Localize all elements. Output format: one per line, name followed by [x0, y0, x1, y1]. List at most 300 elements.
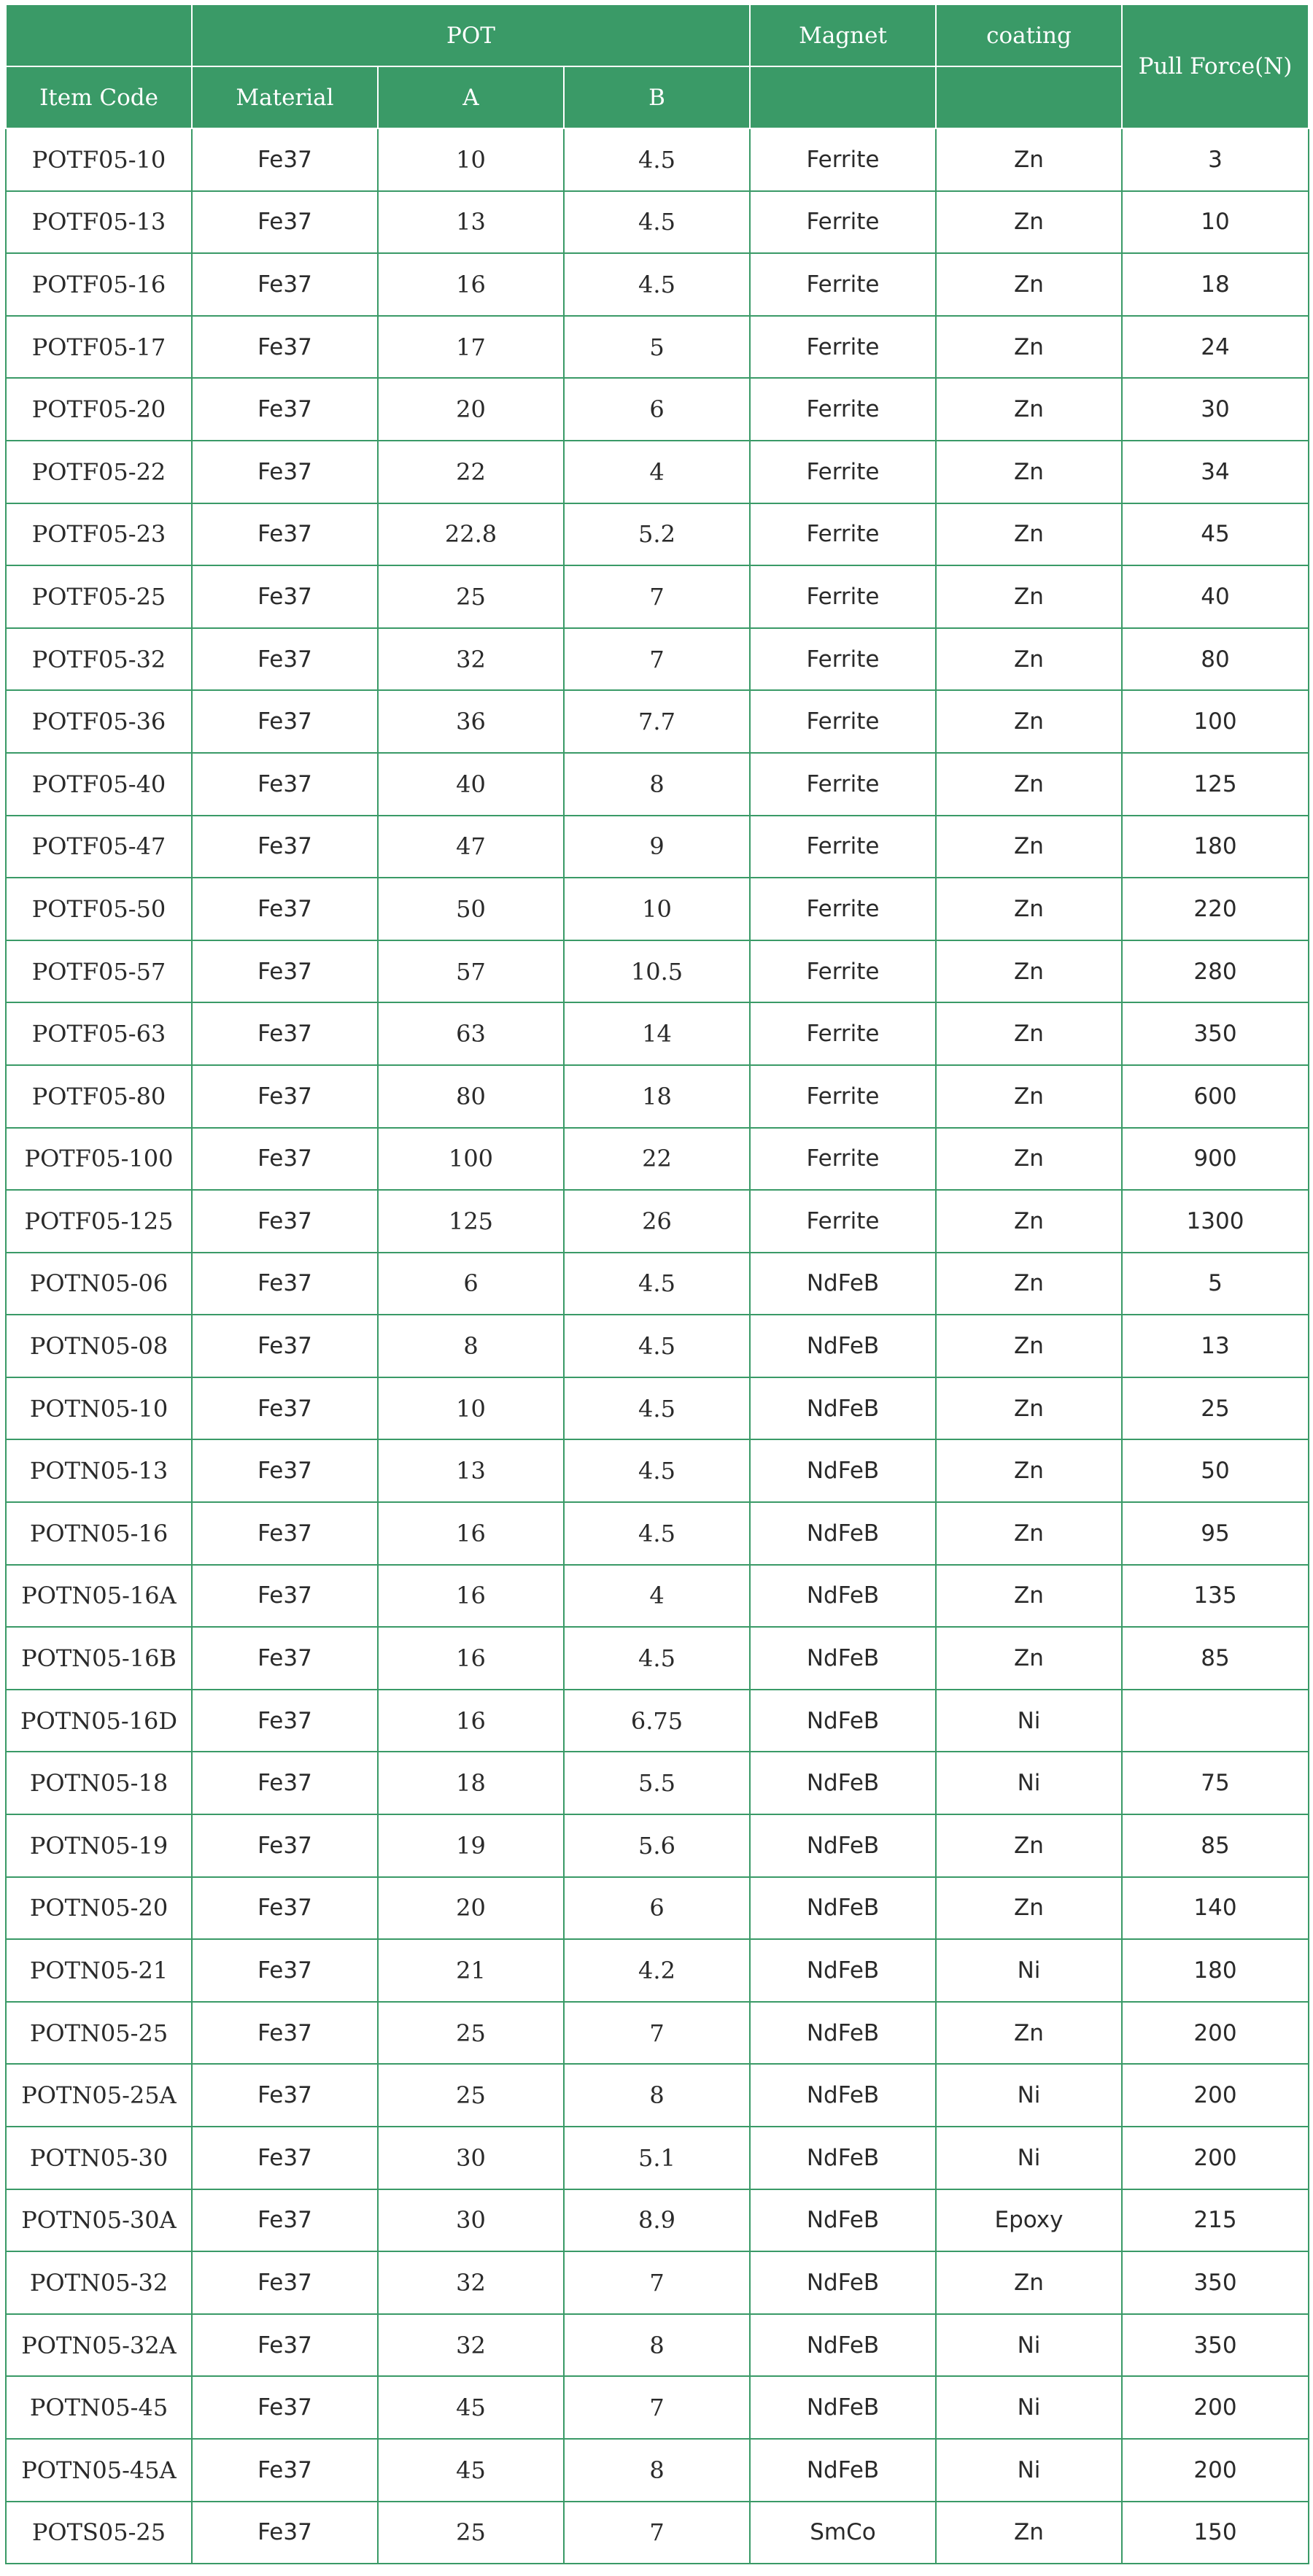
- header-magnet: Magnet: [750, 4, 936, 66]
- table-row: [6, 503, 1309, 566]
- cell-item-code: POTF05-50: [6, 878, 192, 940]
- cell-a: 10: [378, 128, 564, 191]
- cell-material: Fe37: [192, 690, 378, 753]
- cell-magnet: Ferrite: [750, 253, 936, 316]
- cell-a: 16: [378, 1690, 564, 1752]
- table-row: [6, 1502, 1309, 1565]
- cell-material: Fe37: [192, 1002, 378, 1065]
- cell-a: 32: [378, 628, 564, 691]
- cell-material: Fe37: [192, 128, 378, 191]
- table-row: [6, 2376, 1309, 2439]
- cell-a: 20: [378, 1877, 564, 1940]
- cell-magnet: NdFeB: [750, 2127, 936, 2189]
- cell-coating: Zn: [936, 2502, 1122, 2564]
- cell-b: 4.2: [564, 1939, 750, 2002]
- cell-pull-force: 3: [1122, 128, 1309, 191]
- cell-b: 6: [564, 378, 750, 441]
- cell-material: Fe37: [192, 816, 378, 878]
- cell-pull-force: 215: [1122, 2189, 1309, 2252]
- cell-magnet: NdFeB: [750, 2376, 936, 2439]
- cell-material: Fe37: [192, 2189, 378, 2252]
- cell-pull-force: 140: [1122, 1877, 1309, 1940]
- cell-b: 4.5: [564, 1627, 750, 1690]
- cell-pull-force: 200: [1122, 2002, 1309, 2065]
- cell-b: 18: [564, 1065, 750, 1128]
- cell-a: 10: [378, 1377, 564, 1440]
- cell-item-code: POTF05-80: [6, 1065, 192, 1128]
- cell-pull-force: 350: [1122, 2251, 1309, 2314]
- cell-coating: Zn: [936, 2002, 1122, 2065]
- cell-item-code: POTN05-10: [6, 1377, 192, 1440]
- cell-material: Fe37: [192, 1065, 378, 1128]
- header-material: Material: [192, 66, 378, 128]
- cell-material: Fe37: [192, 1627, 378, 1690]
- cell-material: Fe37: [192, 1377, 378, 1440]
- cell-pull-force: 45: [1122, 503, 1309, 566]
- cell-pull-force: 40: [1122, 565, 1309, 628]
- cell-b: 7: [564, 565, 750, 628]
- cell-coating: Zn: [936, 316, 1122, 379]
- cell-item-code: POTN05-16: [6, 1502, 192, 1565]
- cell-a: 25: [378, 2502, 564, 2564]
- table-row: [6, 2251, 1309, 2314]
- table-row: [6, 1190, 1309, 1253]
- cell-coating: Zn: [936, 253, 1122, 316]
- cell-a: 25: [378, 2064, 564, 2127]
- cell-b: 6: [564, 1877, 750, 1940]
- cell-pull-force: 85: [1122, 1627, 1309, 1690]
- cell-magnet: NdFeB: [750, 2002, 936, 2065]
- cell-material: Fe37: [192, 2314, 378, 2377]
- cell-a: 16: [378, 1627, 564, 1690]
- cell-a: 22.8: [378, 503, 564, 566]
- cell-coating: Ni: [936, 2127, 1122, 2189]
- cell-coating: Zn: [936, 1627, 1122, 1690]
- cell-b: 6.75: [564, 1690, 750, 1752]
- cell-pull-force: 900: [1122, 1128, 1309, 1191]
- table-row: [6, 1690, 1309, 1752]
- table-row: [6, 940, 1309, 1003]
- cell-pull-force: 200: [1122, 2439, 1309, 2502]
- table-row: [6, 1627, 1309, 1690]
- cell-item-code: POTN05-19: [6, 1814, 192, 1877]
- table-row: [6, 1315, 1309, 1377]
- cell-magnet: Ferrite: [750, 1190, 936, 1253]
- cell-coating: Zn: [936, 690, 1122, 753]
- cell-a: 17: [378, 316, 564, 379]
- cell-material: Fe37: [192, 378, 378, 441]
- cell-item-code: POTF05-22: [6, 441, 192, 503]
- cell-pull-force: 200: [1122, 2376, 1309, 2439]
- cell-b: 8.9: [564, 2189, 750, 2252]
- cell-coating: Zn: [936, 1190, 1122, 1253]
- table-row: [6, 1939, 1309, 2002]
- cell-coating: Zn: [936, 191, 1122, 254]
- cell-item-code: POTF05-63: [6, 1002, 192, 1065]
- cell-a: 13: [378, 191, 564, 254]
- cell-a: 20: [378, 378, 564, 441]
- cell-magnet: NdFeB: [750, 2314, 936, 2377]
- cell-item-code: POTF05-17: [6, 316, 192, 379]
- cell-magnet: NdFeB: [750, 1814, 936, 1877]
- cell-material: Fe37: [192, 2127, 378, 2189]
- cell-material: Fe37: [192, 1690, 378, 1752]
- cell-b: 4.5: [564, 128, 750, 191]
- cell-magnet: NdFeB: [750, 2189, 936, 2252]
- cell-material: Fe37: [192, 1439, 378, 1502]
- cell-item-code: POTN05-13: [6, 1439, 192, 1502]
- cell-item-code: POTN05-25A: [6, 2064, 192, 2127]
- cell-pull-force: 75: [1122, 1752, 1309, 1814]
- cell-coating: Zn: [936, 1877, 1122, 1940]
- header-row-bottom: [6, 66, 1309, 128]
- cell-item-code: POTF05-57: [6, 940, 192, 1003]
- cell-a: 125: [378, 1190, 564, 1253]
- cell-material: Fe37: [192, 878, 378, 940]
- cell-material: Fe37: [192, 2064, 378, 2127]
- cell-a: 16: [378, 253, 564, 316]
- table-row: [6, 1002, 1309, 1065]
- cell-a: 6: [378, 1253, 564, 1315]
- cell-material: Fe37: [192, 753, 378, 816]
- table-row: [6, 1877, 1309, 1940]
- cell-coating: Ni: [936, 2439, 1122, 2502]
- cell-pull-force: 125: [1122, 753, 1309, 816]
- cell-item-code: POTF05-16: [6, 253, 192, 316]
- cell-material: Fe37: [192, 1814, 378, 1877]
- cell-pull-force: 5: [1122, 1253, 1309, 1315]
- cell-b: 9: [564, 816, 750, 878]
- cell-magnet: Ferrite: [750, 940, 936, 1003]
- cell-magnet: Ferrite: [750, 878, 936, 940]
- table-row: [6, 753, 1309, 816]
- cell-pull-force: 80: [1122, 628, 1309, 691]
- cell-b: 4.5: [564, 191, 750, 254]
- cell-pull-force: 150: [1122, 2502, 1309, 2564]
- cell-coating: Zn: [936, 378, 1122, 441]
- cell-magnet: NdFeB: [750, 1877, 936, 1940]
- cell-material: Fe37: [192, 1128, 378, 1191]
- cell-pull-force: 85: [1122, 1814, 1309, 1877]
- cell-magnet: NdFeB: [750, 2064, 936, 2127]
- header-coating: coating: [936, 4, 1122, 66]
- cell-a: 40: [378, 753, 564, 816]
- cell-magnet: NdFeB: [750, 1752, 936, 1814]
- pot-magnet-spec-table: [5, 4, 1309, 2564]
- cell-magnet: Ferrite: [750, 128, 936, 191]
- cell-pull-force: 200: [1122, 2064, 1309, 2127]
- cell-coating: Zn: [936, 1002, 1122, 1065]
- cell-b: 7: [564, 628, 750, 691]
- cell-pull-force: 180: [1122, 816, 1309, 878]
- cell-pull-force: 50: [1122, 1439, 1309, 1502]
- cell-a: 63: [378, 1002, 564, 1065]
- table-row: [6, 690, 1309, 753]
- cell-pull-force: 600: [1122, 1065, 1309, 1128]
- cell-coating: Ni: [936, 1752, 1122, 1814]
- cell-a: 19: [378, 1814, 564, 1877]
- cell-coating: Zn: [936, 1253, 1122, 1315]
- cell-coating: Zn: [936, 1814, 1122, 1877]
- cell-a: 8: [378, 1315, 564, 1377]
- cell-pull-force: [1122, 1690, 1309, 1752]
- cell-material: Fe37: [192, 1752, 378, 1814]
- cell-item-code: POTN05-06: [6, 1253, 192, 1315]
- cell-magnet: Ferrite: [750, 753, 936, 816]
- cell-a: 45: [378, 2439, 564, 2502]
- cell-a: 13: [378, 1439, 564, 1502]
- cell-b: 8: [564, 2314, 750, 2377]
- cell-coating: Ni: [936, 2376, 1122, 2439]
- table-row: [6, 2502, 1309, 2564]
- header-a: A: [378, 66, 564, 128]
- cell-material: Fe37: [192, 2502, 378, 2564]
- header-coating-blank: [936, 66, 1122, 128]
- cell-b: 8: [564, 753, 750, 816]
- table-row: [6, 316, 1309, 379]
- cell-magnet: NdFeB: [750, 1253, 936, 1315]
- cell-b: 4: [564, 1565, 750, 1628]
- cell-a: 30: [378, 2127, 564, 2189]
- cell-coating: Zn: [936, 1128, 1122, 1191]
- cell-b: 4.5: [564, 1253, 750, 1315]
- cell-item-code: POTF05-32: [6, 628, 192, 691]
- table-row: [6, 816, 1309, 878]
- cell-material: Fe37: [192, 565, 378, 628]
- cell-material: Fe37: [192, 2376, 378, 2439]
- cell-coating: Zn: [936, 878, 1122, 940]
- cell-b: 7: [564, 2002, 750, 2065]
- cell-a: 80: [378, 1065, 564, 1128]
- cell-coating: Zn: [936, 503, 1122, 566]
- cell-b: 10.5: [564, 940, 750, 1003]
- table-row: [6, 2189, 1309, 2252]
- cell-material: Fe37: [192, 503, 378, 566]
- cell-b: 4.5: [564, 1315, 750, 1377]
- cell-item-code: POTN05-32A: [6, 2314, 192, 2377]
- cell-b: 8: [564, 2439, 750, 2502]
- cell-item-code: POTN05-08: [6, 1315, 192, 1377]
- cell-material: Fe37: [192, 1877, 378, 1940]
- cell-coating: Zn: [936, 1065, 1122, 1128]
- cell-pull-force: 350: [1122, 1002, 1309, 1065]
- cell-magnet: NdFeB: [750, 1502, 936, 1565]
- cell-b: 7: [564, 2376, 750, 2439]
- cell-pull-force: 135: [1122, 1565, 1309, 1628]
- cell-coating: Zn: [936, 628, 1122, 691]
- cell-material: Fe37: [192, 441, 378, 503]
- cell-b: 8: [564, 2064, 750, 2127]
- cell-b: 5.6: [564, 1814, 750, 1877]
- cell-a: 45: [378, 2376, 564, 2439]
- table-row: [6, 878, 1309, 940]
- cell-b: 4.5: [564, 1439, 750, 1502]
- cell-a: 22: [378, 441, 564, 503]
- cell-material: Fe37: [192, 1315, 378, 1377]
- cell-item-code: POTF05-100: [6, 1128, 192, 1191]
- table-row: [6, 2064, 1309, 2127]
- cell-coating: Zn: [936, 753, 1122, 816]
- cell-coating: Ni: [936, 2314, 1122, 2377]
- cell-pull-force: 200: [1122, 2127, 1309, 2189]
- header-item-code: Item Code: [6, 66, 192, 128]
- cell-magnet: Ferrite: [750, 1128, 936, 1191]
- cell-pull-force: 220: [1122, 878, 1309, 940]
- cell-pull-force: 100: [1122, 690, 1309, 753]
- cell-item-code: POTN05-21: [6, 1939, 192, 2002]
- table-row: [6, 253, 1309, 316]
- cell-magnet: Ferrite: [750, 1065, 936, 1128]
- cell-material: Fe37: [192, 2439, 378, 2502]
- cell-a: 25: [378, 2002, 564, 2065]
- cell-a: 36: [378, 690, 564, 753]
- cell-b: 5.2: [564, 503, 750, 566]
- cell-item-code: POTF05-10: [6, 128, 192, 191]
- cell-b: 7.7: [564, 690, 750, 753]
- cell-item-code: POTN05-25: [6, 2002, 192, 2065]
- cell-b: 26: [564, 1190, 750, 1253]
- cell-a: 18: [378, 1752, 564, 1814]
- cell-magnet: NdFeB: [750, 2439, 936, 2502]
- cell-magnet: Ferrite: [750, 1002, 936, 1065]
- cell-pull-force: 30: [1122, 378, 1309, 441]
- header-magnet-blank: [750, 66, 936, 128]
- cell-pull-force: 10: [1122, 191, 1309, 254]
- cell-material: Fe37: [192, 1502, 378, 1565]
- cell-item-code: POTF05-23: [6, 503, 192, 566]
- cell-a: 32: [378, 2314, 564, 2377]
- cell-magnet: NdFeB: [750, 1315, 936, 1377]
- header-b: B: [564, 66, 750, 128]
- cell-item-code: POTF05-13: [6, 191, 192, 254]
- cell-coating: Ni: [936, 1939, 1122, 2002]
- header-pull-force: Pull Force(N): [1122, 4, 1309, 128]
- cell-coating: Ni: [936, 1690, 1122, 1752]
- cell-item-code: POTF05-20: [6, 378, 192, 441]
- cell-b: 5: [564, 316, 750, 379]
- cell-material: Fe37: [192, 1253, 378, 1315]
- cell-item-code: POTN05-45: [6, 2376, 192, 2439]
- cell-magnet: NdFeB: [750, 1439, 936, 1502]
- cell-item-code: POTF05-47: [6, 816, 192, 878]
- cell-material: Fe37: [192, 253, 378, 316]
- table-row: [6, 1565, 1309, 1628]
- cell-pull-force: 13: [1122, 1315, 1309, 1377]
- cell-a: 32: [378, 2251, 564, 2314]
- cell-b: 7: [564, 2502, 750, 2564]
- table-row: [6, 565, 1309, 628]
- cell-item-code: POTS05-25: [6, 2502, 192, 2564]
- cell-b: 14: [564, 1002, 750, 1065]
- cell-coating: Ni: [936, 2064, 1122, 2127]
- cell-item-code: POTF05-40: [6, 753, 192, 816]
- cell-pull-force: 1300: [1122, 1190, 1309, 1253]
- cell-magnet: Ferrite: [750, 628, 936, 691]
- cell-a: 50: [378, 878, 564, 940]
- cell-magnet: NdFeB: [750, 1377, 936, 1440]
- cell-pull-force: 180: [1122, 1939, 1309, 2002]
- table-row: [6, 1752, 1309, 1814]
- cell-pull-force: 18: [1122, 253, 1309, 316]
- cell-coating: Zn: [936, 1377, 1122, 1440]
- cell-item-code: POTN05-16A: [6, 1565, 192, 1628]
- header-pot: POT: [192, 4, 750, 66]
- cell-magnet: Ferrite: [750, 378, 936, 441]
- cell-item-code: POTF05-125: [6, 1190, 192, 1253]
- cell-pull-force: 25: [1122, 1377, 1309, 1440]
- header-blank-cell: [6, 4, 192, 66]
- cell-a: 57: [378, 940, 564, 1003]
- cell-coating: Zn: [936, 1565, 1122, 1628]
- cell-a: 100: [378, 1128, 564, 1191]
- cell-b: 10: [564, 878, 750, 940]
- cell-a: 16: [378, 1565, 564, 1628]
- cell-coating: Zn: [936, 1502, 1122, 1565]
- table-row: [6, 1253, 1309, 1315]
- cell-magnet: NdFeB: [750, 2251, 936, 2314]
- cell-b: 7: [564, 2251, 750, 2314]
- cell-material: Fe37: [192, 2251, 378, 2314]
- table-row: [6, 191, 1309, 254]
- header-row-top: [6, 4, 1309, 66]
- cell-coating: Zn: [936, 1439, 1122, 1502]
- table-body: [6, 128, 1309, 2564]
- cell-item-code: POTN05-16B: [6, 1627, 192, 1690]
- cell-magnet: Ferrite: [750, 503, 936, 566]
- cell-b: 5.1: [564, 2127, 750, 2189]
- cell-pull-force: 280: [1122, 940, 1309, 1003]
- cell-item-code: POTN05-45A: [6, 2439, 192, 2502]
- table-row: [6, 1377, 1309, 1440]
- cell-a: 25: [378, 565, 564, 628]
- cell-b: 4.5: [564, 1377, 750, 1440]
- cell-material: Fe37: [192, 1939, 378, 2002]
- cell-magnet: NdFeB: [750, 1690, 936, 1752]
- cell-pull-force: 24: [1122, 316, 1309, 379]
- cell-item-code: POTN05-32: [6, 2251, 192, 2314]
- cell-magnet: Ferrite: [750, 441, 936, 503]
- cell-material: Fe37: [192, 316, 378, 379]
- table-row: [6, 2439, 1309, 2502]
- table-row: [6, 2002, 1309, 2065]
- cell-coating: Zn: [936, 1315, 1122, 1377]
- cell-magnet: NdFeB: [750, 1627, 936, 1690]
- cell-item-code: POTN05-30A: [6, 2189, 192, 2252]
- cell-item-code: POTN05-16D: [6, 1690, 192, 1752]
- cell-b: 5.5: [564, 1752, 750, 1814]
- table-row: [6, 1439, 1309, 1502]
- table-header: [6, 4, 1309, 128]
- cell-coating: Zn: [936, 940, 1122, 1003]
- cell-b: 4.5: [564, 253, 750, 316]
- table-row: [6, 2314, 1309, 2377]
- cell-material: Fe37: [192, 940, 378, 1003]
- cell-b: 4.5: [564, 1502, 750, 1565]
- cell-pull-force: 350: [1122, 2314, 1309, 2377]
- cell-item-code: POTN05-30: [6, 2127, 192, 2189]
- table-row: [6, 2127, 1309, 2189]
- table-row: [6, 1128, 1309, 1191]
- cell-material: Fe37: [192, 2002, 378, 2065]
- cell-magnet: Ferrite: [750, 191, 936, 254]
- cell-magnet: Ferrite: [750, 690, 936, 753]
- table-row: [6, 1065, 1309, 1128]
- cell-coating: Zn: [936, 441, 1122, 503]
- cell-magnet: Ferrite: [750, 316, 936, 379]
- cell-a: 21: [378, 1939, 564, 2002]
- cell-material: Fe37: [192, 191, 378, 254]
- cell-item-code: POTN05-18: [6, 1752, 192, 1814]
